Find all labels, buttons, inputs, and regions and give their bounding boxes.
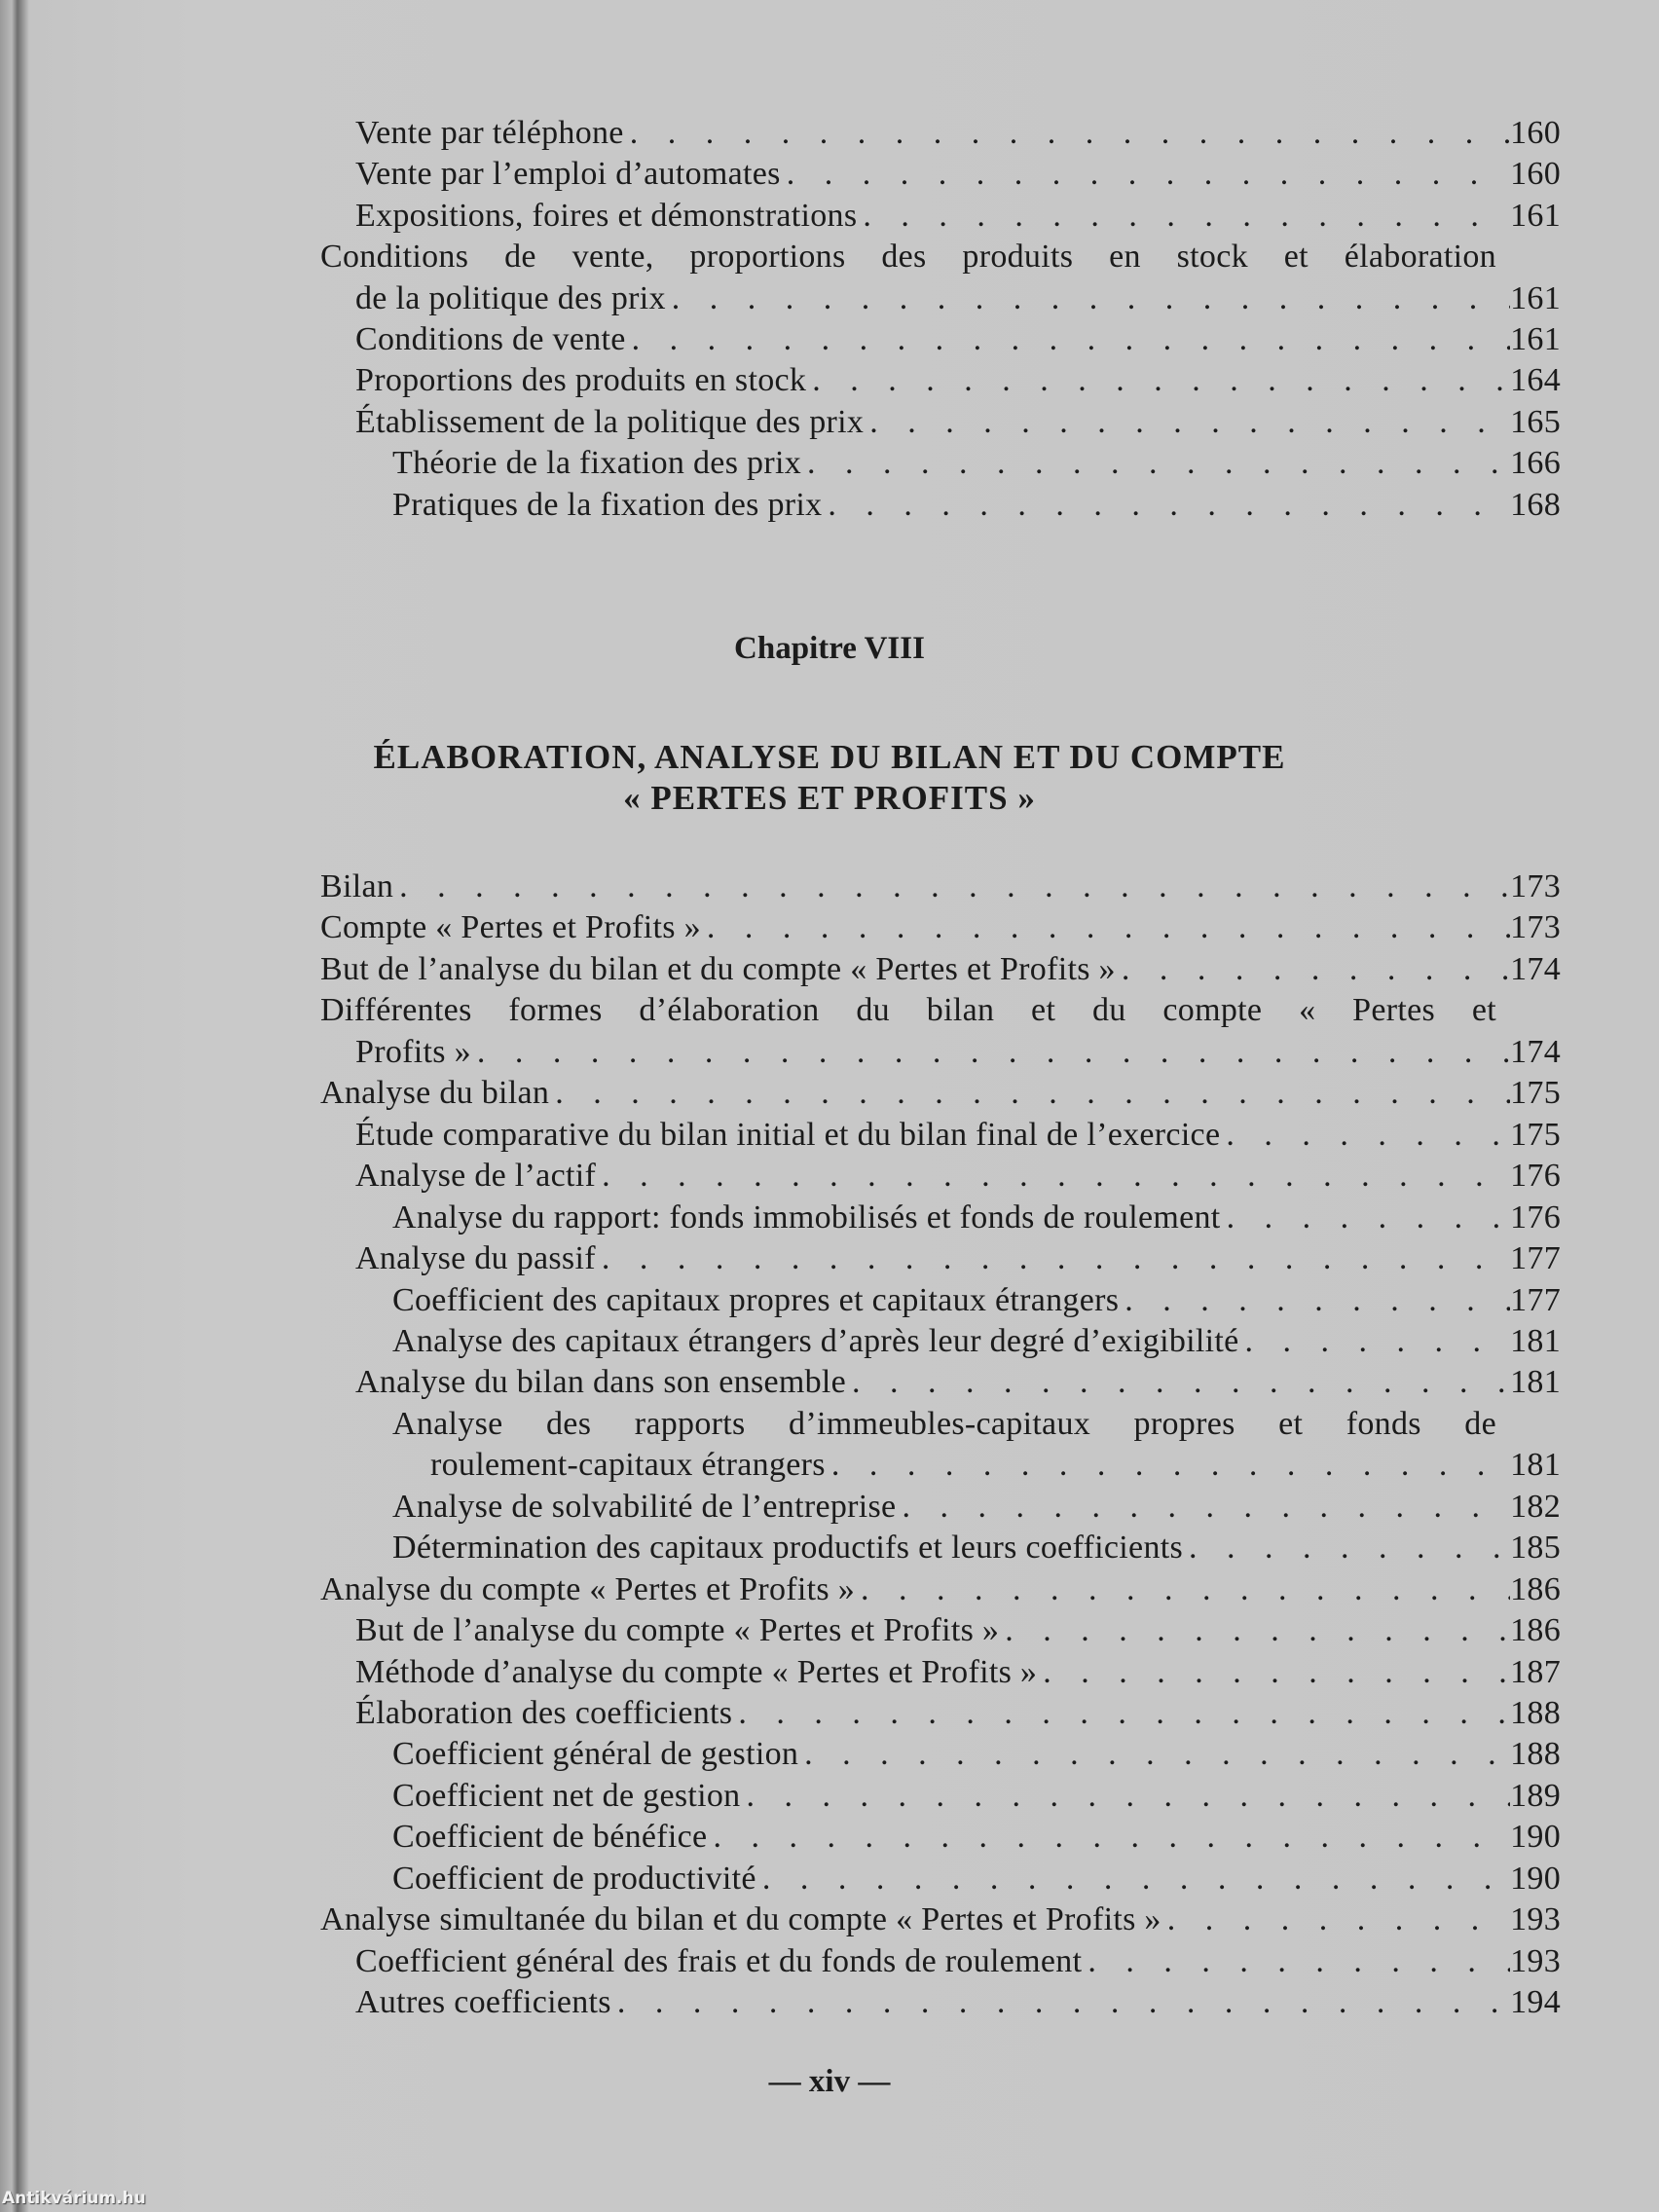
- toc-entry-page: 188: [1510, 1736, 1561, 1773]
- toc-entry: [320, 1941, 1561, 1982]
- toc-entry: [320, 1859, 1561, 1899]
- dot-leader: [707, 1817, 1510, 1858]
- chapter-title-line-1: ÉLABORATION, ANALYSE DU BILAN ET DU COMPTE: [373, 738, 1286, 776]
- dot-leader: [701, 907, 1510, 948]
- dot-leader: [666, 278, 1510, 319]
- toc-entry-page: 168: [1510, 486, 1561, 523]
- dot-leader: [781, 154, 1510, 195]
- toc-entry-title: Élaboration des coefficients: [355, 1695, 733, 1731]
- toc-entry-page: 181: [1510, 1364, 1561, 1401]
- toc-entry: [320, 485, 1561, 526]
- toc-entry-page: 177: [1510, 1240, 1561, 1277]
- dot-leader: [471, 1032, 1510, 1073]
- toc-entry: [320, 402, 1561, 443]
- dot-leader: [393, 866, 1510, 907]
- toc-entry-title: Coefficient de productivité: [392, 1860, 756, 1897]
- toc-entry-title: Coefficient de bénéfice: [392, 1819, 708, 1856]
- toc-entry: [320, 1156, 1561, 1197]
- dot-leader: [896, 1487, 1510, 1528]
- toc-entry: [320, 1776, 1561, 1817]
- toc-entry-title: But de l’analyse du compte « Pertes et Profits »: [355, 1612, 1000, 1649]
- toc-entry-page: 165: [1510, 403, 1561, 440]
- toc-entry-title: Coefficient net de gestion: [392, 1777, 741, 1814]
- dot-leader: [611, 1982, 1510, 2023]
- toc-entry-page: 186: [1510, 1570, 1561, 1607]
- toc-entry-page: 160: [1510, 115, 1561, 151]
- toc-entry-page: 174: [1510, 950, 1561, 987]
- dot-leader: [596, 1156, 1510, 1197]
- toc-entry: [320, 1693, 1561, 1734]
- dot-leader: [1116, 949, 1510, 990]
- toc-entry-page: 182: [1510, 1488, 1561, 1525]
- toc-entry-title: de la politique des prix: [355, 279, 666, 316]
- toc-entry-page: 181: [1510, 1322, 1561, 1359]
- toc-entry-title: Analyse du bilan: [320, 1075, 550, 1112]
- toc-entry-title: Vente par téléphone: [355, 115, 624, 151]
- toc-entry-title: Analyse des capitaux étrangers d’après leur degré d’exigibilité: [392, 1322, 1239, 1359]
- dot-leader: [624, 113, 1510, 154]
- toc-entry-page: 175: [1510, 1116, 1561, 1153]
- toc-entry-title: Établissement de la politique des prix: [355, 403, 865, 440]
- toc-entry: [320, 1899, 1561, 1940]
- dot-leader: [1037, 1652, 1510, 1693]
- toc-entry-title: Analyse du passif: [355, 1240, 596, 1277]
- toc-entry: [320, 113, 1561, 154]
- toc-entry-title: Proportions des produits en stock: [355, 362, 807, 399]
- toc-entry-title: Vente par l’emploi d’automates: [355, 156, 781, 193]
- dot-leader: [732, 1693, 1510, 1734]
- toc-entry-title: roulement-capitaux étrangers: [430, 1447, 826, 1484]
- toc-entry-title: Conditions de vente: [355, 321, 626, 357]
- toc-entry: [320, 154, 1561, 195]
- toc-entry: [320, 1115, 1561, 1156]
- toc-entry-page: 161: [1510, 321, 1561, 357]
- toc-entry: [320, 949, 1561, 990]
- toc-entry: [320, 990, 1561, 1031]
- toc-entry-page: 189: [1510, 1777, 1561, 1814]
- toc-entry: [320, 1610, 1561, 1651]
- toc-entry-title: Analyse du bilan dans son ensemble: [355, 1364, 847, 1401]
- dot-leader: [1119, 1280, 1510, 1321]
- toc-entry-page: 160: [1510, 156, 1561, 193]
- dot-leader: [864, 402, 1510, 443]
- dot-leader: [740, 1776, 1510, 1817]
- dot-leader: [1082, 1941, 1510, 1982]
- toc-entry: [320, 1734, 1561, 1775]
- toc-entry-page: 181: [1510, 1447, 1561, 1484]
- toc-entry-title: Théorie de la fixation des prix: [392, 445, 801, 482]
- toc-entry: [320, 1487, 1561, 1528]
- toc-entry-page: 174: [1510, 1033, 1561, 1070]
- toc-entry-page: 193: [1510, 1901, 1561, 1938]
- toc-entry-title: Détermination des capitaux productifs et leurs coefficients: [392, 1530, 1184, 1567]
- toc-entry: [320, 196, 1561, 237]
- toc-entry-title: But de l’analyse du bilan et du compte « Pertes et Profits »: [320, 950, 1116, 987]
- toc-entry: [320, 1280, 1561, 1321]
- toc-entry: [320, 1032, 1561, 1073]
- watermark: Antikvárium.hu: [2, 2189, 146, 2208]
- toc-entry: [320, 1817, 1561, 1858]
- dot-leader: [857, 196, 1510, 237]
- toc-entry-page: 166: [1510, 445, 1561, 482]
- toc-entry-title: Autres coefficients: [355, 1984, 611, 2021]
- toc-entry-page: 186: [1510, 1612, 1561, 1649]
- toc-entry-page: 161: [1510, 279, 1561, 316]
- toc-entry: [320, 1652, 1561, 1693]
- toc-entry: [320, 1321, 1561, 1362]
- toc-entry: [320, 1445, 1561, 1486]
- toc-entry: [320, 278, 1561, 319]
- toc-entry-title: Coefficient des capitaux propres et capitaux étrangers: [392, 1281, 1120, 1318]
- toc-entry-page: 173: [1510, 909, 1561, 946]
- toc-entry-page: 185: [1510, 1530, 1561, 1567]
- toc-entry: [320, 360, 1561, 401]
- toc-entry: [320, 443, 1561, 484]
- toc-entry-title: Analyse de solvabilité de l’entreprise: [392, 1488, 897, 1525]
- toc-entry-title: Coefficient général de gestion: [392, 1736, 799, 1773]
- toc-entry: [320, 1569, 1561, 1610]
- toc-entry-title: Conditions de vente, proportions des produits en stock et élaboration: [320, 239, 1496, 276]
- toc-entry-page: 177: [1510, 1281, 1561, 1318]
- toc-entry-page: 190: [1510, 1860, 1561, 1897]
- dot-leader: [1183, 1528, 1510, 1568]
- toc-entry-title: Étude comparative du bilan initial et du bilan final de l’exercice: [355, 1116, 1221, 1153]
- toc-entry-title: Analyse des rapports d’immeubles-capitaux propres et fonds de: [392, 1405, 1496, 1442]
- toc-entry-title: Profits »: [355, 1033, 471, 1070]
- toc-entry-page: 175: [1510, 1075, 1561, 1112]
- toc-entry-page: 176: [1510, 1198, 1561, 1235]
- toc-entry: [320, 1404, 1561, 1445]
- dot-leader: [855, 1569, 1510, 1610]
- dot-leader: [549, 1073, 1510, 1114]
- toc-entry: [320, 1073, 1561, 1114]
- toc-entry-page: 193: [1510, 1942, 1561, 1979]
- toc-entry-page: 176: [1510, 1158, 1561, 1195]
- toc-entry-title: Expositions, foires et démonstrations: [355, 197, 858, 234]
- toc-entry: [320, 1198, 1561, 1238]
- dot-leader: [596, 1238, 1510, 1279]
- toc-entry: [320, 237, 1561, 277]
- dot-leader: [1239, 1321, 1511, 1362]
- chapter-title-line-2: « PERTES ET PROFITS »: [623, 779, 1036, 817]
- toc-entry-page: 194: [1510, 1984, 1561, 2021]
- dot-leader: [999, 1610, 1510, 1651]
- toc-entry-page: 188: [1510, 1695, 1561, 1731]
- toc-entry-page: 161: [1510, 197, 1561, 234]
- dot-leader: [806, 360, 1510, 401]
- toc-entry-title: Différentes formes d’élaboration du bilan et du compte « Pertes et: [320, 992, 1496, 1029]
- toc-entry: [320, 866, 1561, 907]
- toc-entry-page: 187: [1510, 1653, 1561, 1690]
- toc-entry-title: Bilan: [320, 868, 394, 904]
- toc-entry-title: Méthode d’analyse du compte « Pertes et Profits »: [355, 1653, 1038, 1690]
- dot-leader: [1161, 1899, 1510, 1940]
- toc-entry-title: Analyse de l’actif: [355, 1158, 597, 1195]
- toc-entry: [320, 1362, 1561, 1403]
- dot-leader: [798, 1734, 1510, 1775]
- toc-entry: [320, 1982, 1561, 2023]
- dot-leader: [822, 485, 1510, 526]
- toc-entry: [320, 907, 1561, 948]
- dot-leader: [826, 1445, 1510, 1486]
- dot-leader: [846, 1362, 1510, 1403]
- dot-leader: [1220, 1115, 1510, 1156]
- page-number: — xiv —: [768, 2064, 891, 2099]
- toc-entry-title: Pratiques de la fixation des prix: [392, 486, 823, 523]
- toc-entry-title: Analyse du rapport: fonds immobilisés et fonds de roulement: [392, 1198, 1221, 1235]
- dot-leader: [1221, 1198, 1510, 1238]
- toc-entry-title: Analyse du compte « Pertes et Profits »: [320, 1570, 855, 1607]
- toc-entry-page: 173: [1510, 868, 1561, 904]
- toc-entry: [320, 1528, 1561, 1568]
- toc-entry: [320, 1238, 1561, 1279]
- dot-leader: [626, 319, 1510, 360]
- toc-entry-page: 164: [1510, 362, 1561, 399]
- toc-entry-title: Coefficient général des frais et du fonds de roulement: [355, 1942, 1083, 1979]
- chapter-label: Chapitre VIII: [734, 631, 925, 666]
- toc-entry: [320, 319, 1561, 360]
- toc-entry-page: 190: [1510, 1819, 1561, 1856]
- toc-entry-title: Compte « Pertes et Profits »: [320, 909, 701, 946]
- dot-leader: [756, 1859, 1510, 1899]
- dot-leader: [801, 443, 1510, 484]
- toc-entry-title: Analyse simultanée du bilan et du compte « Pertes et Profits »: [320, 1901, 1161, 1938]
